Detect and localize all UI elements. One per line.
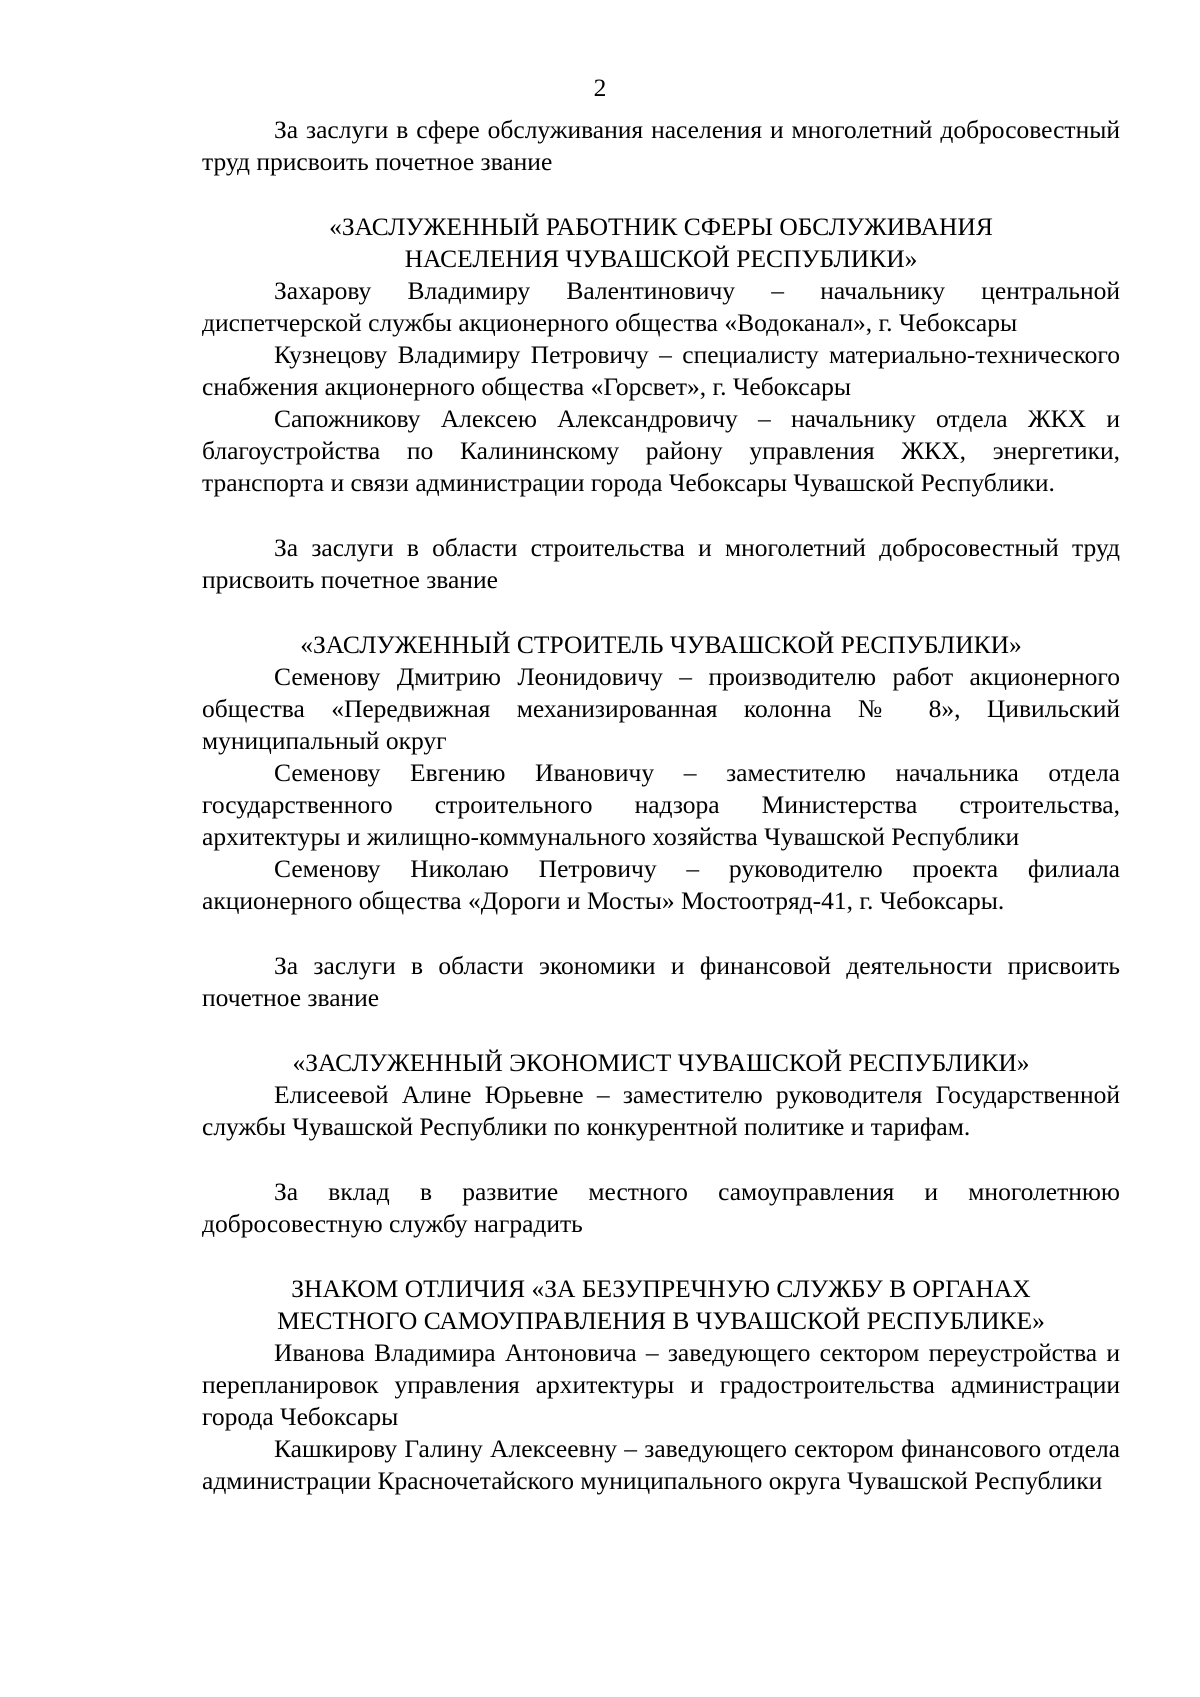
recipient-entry: Иванова Владимира Антоновича – заведующего сектором переустройства и перепланировок управления архитектуры и градостроительства администрации города Чебоксары (202, 1338, 1120, 1431)
award-section (202, 1176, 1120, 1497)
award-section (202, 532, 1120, 917)
recipient-entry: Сапожникову Алексею Александровичу – начальнику отдела ЖКХ и благоустройства по Калининскому району управления ЖКХ, энергетики, транспорта и связи администрации города Чебоксары Чувашской Республики. (202, 404, 1120, 497)
award-section (202, 114, 1120, 499)
award-title-line: ЗНАКОМ ОТЛИЧИЯ «ЗА БЕЗУПРЕЧНУЮ СЛУЖБУ В ОРГАНАХ (291, 1274, 1031, 1303)
award-title-line: «ЗАСЛУЖЕННЫЙ ЭКОНОМИСТ ЧУВАШСКОЙ РЕСПУБЛИКИ» (292, 1048, 1030, 1077)
award-title-line: НАСЕЛЕНИЯ ЧУВАШСКОЙ РЕСПУБЛИКИ» (404, 244, 918, 273)
section-intro: За заслуги в области строительства и многолетний добросовестный труд присвоить почетное звание (202, 533, 1120, 594)
recipient-entry: Кузнецову Владимиру Петровичу – специалисту материально-технического снабжения акционерного общества «Горсвет», г. Чебоксары (202, 340, 1120, 401)
award-title-line: МЕСТНОГО САМОУПРАВЛЕНИЯ В ЧУВАШСКОЙ РЕСПУБЛИКЕ» (277, 1306, 1045, 1335)
award-title (202, 629, 1120, 661)
section-intro: За заслуги в области экономики и финансовой деятельности присвоить почетное звание (202, 951, 1120, 1012)
award-title (202, 1047, 1120, 1079)
award-title-line: «ЗАСЛУЖЕННЫЙ СТРОИТЕЛЬ ЧУВАШСКОЙ РЕСПУБЛИКИ» (300, 630, 1022, 659)
section-intro: За заслуги в сфере обслуживания населения и многолетний добросовестный труд присвоить почетное звание (202, 115, 1120, 176)
award-title-line: «ЗАСЛУЖЕННЫЙ РАБОТНИК СФЕРЫ ОБСЛУЖИВАНИЯ (329, 212, 993, 241)
award-section (202, 950, 1120, 1143)
recipient-entry: Кашкирову Галину Алексеевну – заведующего сектором финансового отдела администрации Красночетайского муниципального округа Чувашской Республики (202, 1434, 1120, 1495)
recipient-entry: Елисеевой Алине Юрьевне – заместителю руководителя Государственной службы Чувашской Республики по конкурентной политике и тарифам. (202, 1080, 1120, 1141)
award-title (202, 211, 1120, 275)
recipient-entry: Семенову Дмитрию Леонидовичу – производителю работ акционерного общества «Передвижная механизированная колонна № 8», Цивильский муниципальный округ (202, 662, 1120, 755)
award-title (202, 1273, 1120, 1337)
recipient-entry: Захарову Владимиру Валентиновичу – начальнику центральной диспетчерской службы акционерного общества «Водоканал», г. Чебоксары (202, 276, 1120, 337)
recipient-entry: Семенову Евгению Ивановичу – заместителю начальника отдела государственного строительного надзора Министерства строительства, архитектуры и жилищно-коммунального хозяйства Чувашской Республики (202, 758, 1120, 851)
page-number: 2 (593, 73, 607, 102)
document-body (202, 114, 1120, 1497)
section-intro: За вклад в развитие местного самоуправления и многолетнюю добросовестную службу наградить (202, 1177, 1120, 1238)
recipient-entry: Семенову Николаю Петровичу – руководителю проекта филиала акционерного общества «Дороги и Мосты» Мостоотряд-41, г. Чебоксары. (202, 854, 1120, 915)
